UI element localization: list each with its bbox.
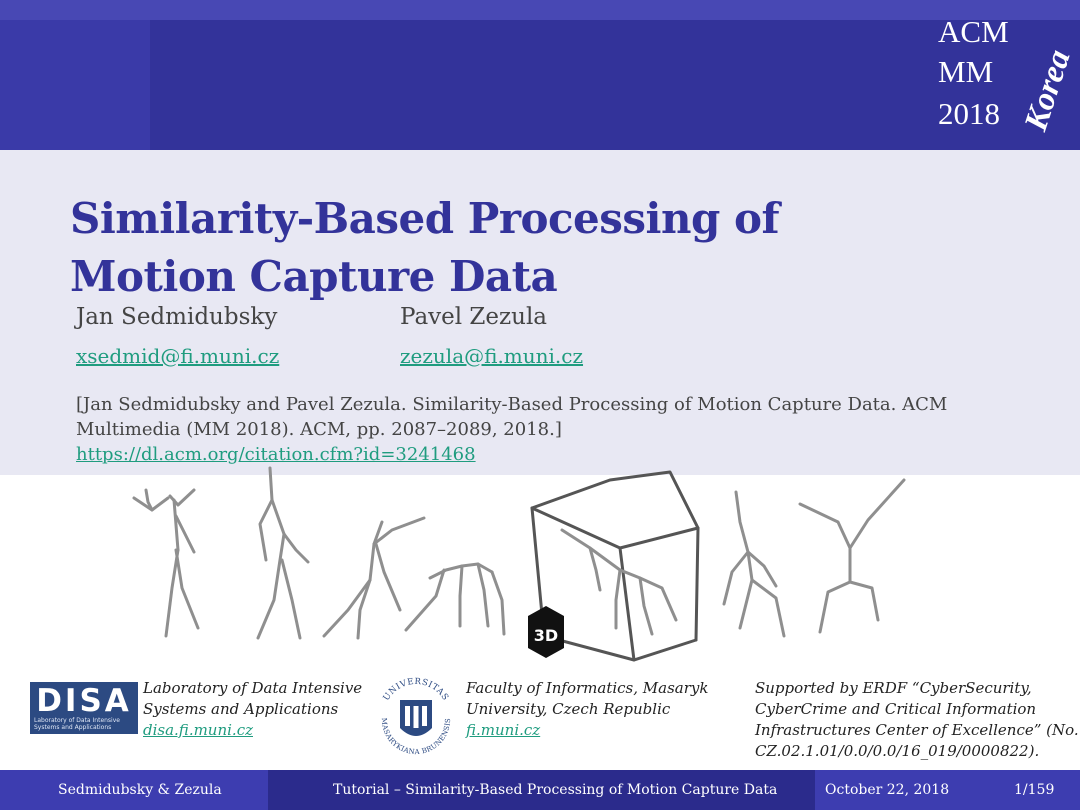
citation-text: [Jan Sedmidubsky and Pavel Zezula. Similarity-Based Processing of Motion Capture Data. ACM Multimedia (MM 2018). ACM, pp. 2087–2089, 2018.] bbox=[76, 394, 948, 440]
stick-figure-6 bbox=[724, 492, 784, 636]
disa-caption-line-1: Laboratory of Data Intensive bbox=[143, 679, 363, 697]
support-line-4: CZ.02.1.01/0.0/0.0/16_019/0000822). bbox=[755, 742, 1040, 760]
footer-date: October 22, 2018 bbox=[825, 782, 950, 798]
title-line-1: Similarity-Based Processing of bbox=[70, 194, 780, 243]
author-name-2: Pavel Zezula bbox=[400, 304, 548, 330]
seal-top-text: UNIVERSITAS bbox=[381, 676, 451, 703]
3d-badge-icon bbox=[528, 606, 564, 658]
support-note bbox=[755, 678, 1079, 762]
disa-logo-subtitle bbox=[34, 717, 120, 731]
slide-title bbox=[70, 190, 830, 306]
badge-country: Korea bbox=[1018, 45, 1078, 136]
author-email-1[interactable]: xsedmid@fi.muni.cz bbox=[76, 344, 280, 368]
citation bbox=[76, 392, 1036, 467]
seal-bottom-text: MASARYKIANA BRUNENSIS bbox=[379, 717, 453, 757]
badge-mm: MM bbox=[938, 54, 994, 89]
stick-figure-7 bbox=[800, 480, 904, 632]
author-name-1: Jan Sedmidubsky bbox=[76, 304, 278, 330]
stick-figure-5 bbox=[562, 530, 676, 634]
3d-badge-label: 3D bbox=[533, 626, 559, 645]
motion-illustration bbox=[100, 460, 980, 675]
citation-link[interactable]: https://dl.acm.org/citation.cfm?id=3241468 bbox=[76, 444, 476, 465]
svg-text:UNIVERSITAS bbox=[382, 677, 451, 703]
stick-figure-1 bbox=[134, 490, 198, 636]
fi-caption-line-1: Faculty of Informatics, Masaryk bbox=[466, 679, 709, 697]
title-line-2: Motion Capture Data bbox=[70, 252, 558, 301]
disa-caption bbox=[143, 678, 362, 741]
disa-logo-mark: DISA bbox=[36, 683, 132, 719]
support-line-3: Infrastructures Center of Excellence” (No. bbox=[755, 721, 1079, 739]
disa-link[interactable]: disa.fi.muni.cz bbox=[143, 721, 253, 739]
top-banner bbox=[0, 0, 1080, 150]
stick-figure-2 bbox=[258, 468, 308, 638]
fi-link[interactable]: fi.muni.cz bbox=[466, 721, 541, 739]
banner-strip-light bbox=[0, 0, 1080, 20]
stick-figure-4 bbox=[406, 564, 504, 634]
footer-talk-title: Tutorial – Similarity-Based Processing of Motion Capture Data bbox=[333, 782, 778, 798]
conference-badge bbox=[938, 14, 1078, 136]
footer-page-number: 1/159 bbox=[1014, 782, 1055, 798]
footer-authors: Sedmidubsky & Zezula bbox=[58, 782, 222, 798]
support-line-2: CyberCrime and Critical Information bbox=[755, 700, 1037, 718]
title-block bbox=[0, 150, 1080, 475]
disa-logo-sub-line-2: Systems and Applications bbox=[34, 724, 112, 731]
stick-figure-3 bbox=[324, 518, 424, 638]
footer-bar bbox=[0, 770, 1080, 810]
fi-caption bbox=[466, 678, 708, 741]
badge-acm: ACM bbox=[938, 14, 1009, 49]
disa-caption-line-2: Systems and Applications bbox=[143, 700, 339, 718]
disa-logo-sub-line-1: Laboratory of Data Intensive bbox=[34, 717, 120, 724]
fi-caption-line-2: University, Czech Republic bbox=[466, 700, 671, 718]
author-email-2[interactable]: zezula@fi.muni.cz bbox=[400, 344, 584, 368]
disa-logo bbox=[30, 682, 138, 734]
muni-seal-icon bbox=[372, 672, 460, 760]
badge-year: 2018 bbox=[938, 96, 1000, 131]
support-line-1: Supported by ERDF “CyberSecurity, bbox=[755, 679, 1032, 697]
